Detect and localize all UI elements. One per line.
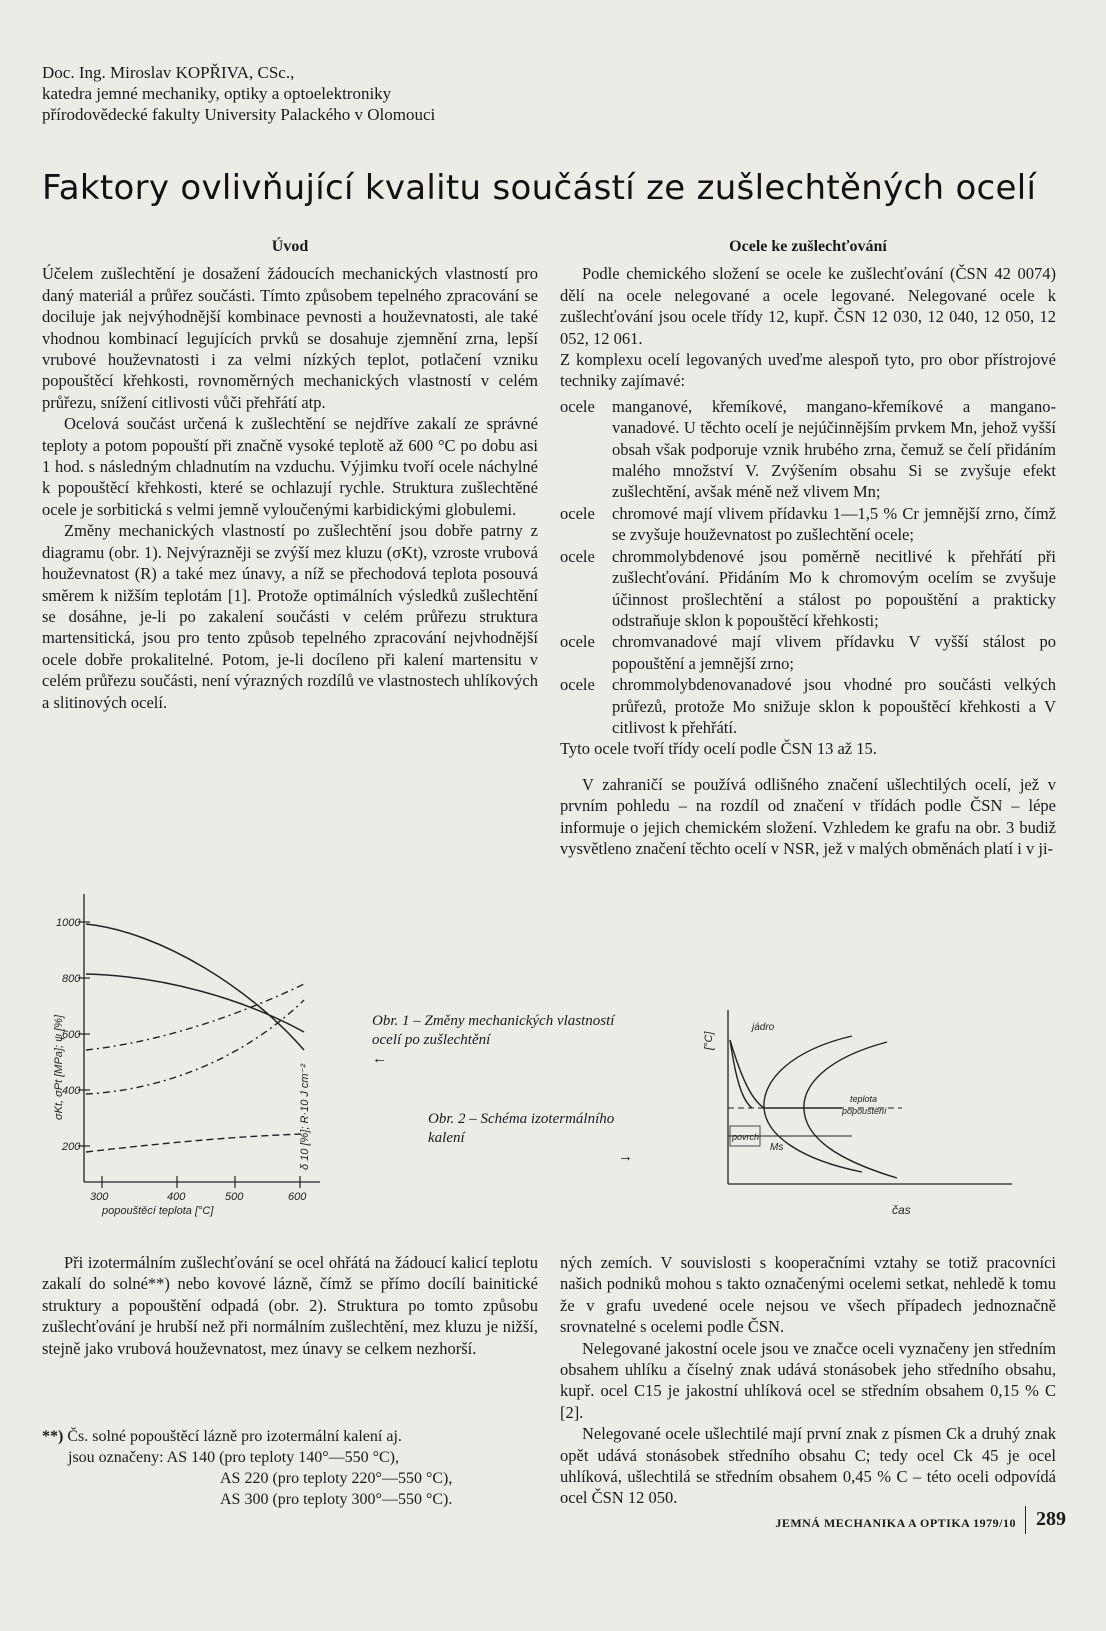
- author-faculty: přírodovědecké fakulty University Palackého v Olomouci: [42, 105, 436, 124]
- paragraph: Podle chemického složení se ocele ke zušlechťování (ČSN 42 0074) dělí na ocele nelegované a ocele legované. Nelegované ocele k zušlechťování jsou ocele třídy 12, kupř. ČSN 12 030, 12 040, 12 050, 12 052, 12 061.: [560, 264, 1056, 348]
- article-title: Faktory ovlivňující kvalitu součástí ze zušlechtěných ocelí: [42, 168, 1037, 208]
- paragraph: Tyto ocele tvoří třídy ocelí podle ČSN 13 až 15.: [560, 739, 877, 759]
- x-axis-label: čas: [892, 1203, 911, 1217]
- footnote: **) Čs. solné popouštěcí lázně pro izotermální kalení aj. jsou označeny: AS 140 (pro teploty 140°—550 °C), AS 220 (pro teploty 220°—550 °C), AS 300 (pro teploty 300°—550 °C).: [42, 1428, 453, 1508]
- label-surface: povrch: [732, 1132, 760, 1142]
- paragraph: Změny mechanických vlastností po zušlechtění jsou dobře patrny z diagramu (obr. 1). Nejvýrazněji se zvýší mez kluzu (σKt), vzroste vrubová houževnatost (R) a také mez únavy, a níž se přechodová teplota posouvá směrem k nižším teplotám [1]. Protože optimálních výsledků zušlechtění se dosáhne, je-li po zakalení součásti v celém průřezu struktura martensitická, jsou pro tento způsob tepelného zpracování nejvhodnější ocele dobře prokalitelné. Potom, je-li docíleno při kalení martensitu v celém průřezu součásti, není výrazných rozdílů ve vlastnostech uhlíkových a slitinových ocelí.: [42, 521, 538, 712]
- bottom-left-column: [42, 1252, 538, 1359]
- list-item: ocele manganové, křemíkové, mangano-křemíkové a mangano-vanadové. U těchto ocelí je nejúčinnějším prvkem Mn, jehož vyšší obsah však podporuje vznik hrubého zrna, čemuž se čelí přidáním malého množství V. Zvýšením obsahu Si se zvyšuje efekt zušlechtění, avšak méně než vlivem Mn;: [560, 396, 1056, 502]
- y-tick: 1000: [56, 917, 81, 929]
- y-axis-label-right: δ 10 [%]; R·10 J cm⁻²: [299, 1063, 311, 1170]
- author-dept: katedra jemné mechaniky, optiky a optoelektroniky: [42, 84, 392, 103]
- y-tick: 400: [62, 1085, 81, 1097]
- list-item: ocele chromvanadové mají vlivem přídavku V vyšší stálost po popouštění a jemnější zrno;: [560, 632, 1056, 673]
- paragraph: Účelem zušlechtění je dosažení žádoucích mechanických vlastností pro daný materiál a průřez součásti. Tímto způsobem tepelného zpracování se dociluje jak nejvýhodnější kombinace pevnosti a houževnatosti, ale také vhodnou kombinací legujících prvků se dosahuje zjemnění zrna, lepší vrubové houževnatosti i za velmi nízkých teplot, potlačení vzniku popouštěcí křehkosti, rovnoměrných mechanických vlastností v celém průřezu, snížení citlivosti vůči přehřátí atp.: [42, 264, 538, 412]
- figure-1-diagram: [42, 880, 342, 1220]
- arrow-left-icon: ←: [372, 1051, 387, 1067]
- left-column: [42, 236, 538, 713]
- paragraph: Nelegované jakostní ocele jsou ve značce oceli vyznačeny jen středním obsahem uhlíku a číselný znak udává stonásobek jeho středního obsahu, kupř. ocel C15 je jakostní uhlíková ocel se středním obsahem 0,15 % C [2].: [560, 1338, 1056, 1422]
- author-block: [42, 62, 435, 125]
- y-axis-label: [°C]: [703, 1031, 715, 1050]
- section-heading-steels: Ocele ke zušlechťování: [729, 238, 887, 255]
- list-item: ocele chrommolybdenovanadové jsou vhodné pro součásti velkých průřezů, protože Mo snižuje sklon k popouštěcí křehkosti a V citlivost k přehřátí.: [560, 675, 1056, 737]
- journal-footer: JEMNÁ MECHANIKA A OPTIKA 1979/10: [775, 1516, 1016, 1530]
- label-temperature: teplota: [850, 1094, 878, 1104]
- y-axis-label-left: σKt, σPt [MPa]; ψ [%]: [53, 1014, 65, 1120]
- author-name: Doc. Ing. Miroslav KOPŘIVA, CSc.,: [42, 63, 295, 82]
- y-tick: 600: [62, 1029, 81, 1041]
- label-core: jádro: [752, 1022, 775, 1033]
- bottom-right-column: [560, 1252, 1056, 1509]
- arrow-right-icon: →: [618, 1149, 633, 1165]
- section-heading-intro: Úvod: [271, 238, 309, 255]
- right-column: [560, 236, 1056, 859]
- y-tick: 200: [62, 1141, 81, 1153]
- figure-1-caption: Obr. 1 – Změny mechanických vlastností ocelí po zušlechtění ←: [372, 1013, 615, 1067]
- paragraph: ných zemích. V souvislosti s kooperačními vztahy se totiž pracovníci našich podniků mohou s takto označenými ocelemi setkat, nehledě k tomu že v grafu uvedené ocele nejsou ve všech případech jednoznačně srovnatelné s ocelemi podle ČSN.: [560, 1253, 1056, 1337]
- curve-impact: [86, 1000, 304, 1094]
- curve-core: [730, 1040, 842, 1108]
- x-tick: 300: [90, 1191, 109, 1203]
- label-temperature: popouštění: [842, 1106, 887, 1116]
- curve-yield: [86, 974, 304, 1032]
- footnote-mark: **): [42, 1428, 64, 1445]
- curve-elongation: [86, 1134, 304, 1152]
- footer-divider: [1025, 1506, 1026, 1534]
- paragraph: Nelegované ocele ušlechtilé mají první znak z písmen Ck a druhý znak opět udává stonásobek středního obsahu C; tedy ocel Ck 45 je ocel uhlíková, ušlechtilá se středním obsahem 0,45 % C – této oceli odpovídá ocel ČSN 12 050.: [560, 1424, 1056, 1508]
- y-tick: 800: [62, 973, 81, 985]
- x-axis-label: popouštěcí teplota [°C]: [102, 1205, 214, 1217]
- paragraph: V zahraničí se používá odlišného značení ušlechtilých ocelí, jež v prvním pohledu – na rozdíl od značení v třídách podle ČSN – lépe informuje o jejich chemickém složení. Vzhledem ke grafu na obr. 3 budiž vysvětleno značení těchto ocelí v NSR, jež v malých obměnách platí i v ji-: [560, 774, 1056, 858]
- page-number: 289: [1036, 1508, 1066, 1530]
- paragraph: Při izotermálním zušlechťování se ocel ohřátá na žádoucí kalicí teplotu zakalí do solné**) nebo kovové lázně, čímž se přímo docílí bainitické struktury a popouštění odpadá (obr. 2). Struktura po tomto způsobu zušlechťování je hrubší než při normálním zušlechtění, mez kluzu je nižší, stejně jako vrubová houževnatost, mez únavy se celkem nezhorší.: [42, 1253, 538, 1358]
- figure-2-diagram: [692, 1000, 1032, 1230]
- list-item: ocele chromové mají vlivem přídavku 1—1,5 % Cr jemnější zrno, čímž se zvyšuje houževnatost po zušlechtění ocele;: [560, 503, 1056, 545]
- list-item: ocele chrommolybdenové jsou poměrně necitlivé k přehřátí při zušlechťování. Přidáním Mo k chromovým ocelím se zvyšuje účinnost prošlechtění a stálost po popouštění a prakticky odstraňuje sklon k popouštěcí křehkosti;: [560, 546, 1056, 630]
- curve-tensile: [86, 924, 304, 1050]
- paragraph: Z komplexu ocelí legovaných uveďme alespoň tyto, pro obor přístrojové techniky zajímavé:: [560, 350, 1056, 391]
- x-tick: 500: [225, 1191, 244, 1203]
- x-tick: 600: [288, 1191, 307, 1203]
- x-tick: 400: [167, 1191, 186, 1203]
- figure-2-caption: Obr. 2 – Schéma izotermálního kalení →: [428, 1111, 633, 1165]
- paragraph: Ocelová součást určená k zušlechtění se nejdříve zakalí ze správné teploty a potom popouští při značně vysoké teplotě až 600 °C po dobu asi 1 hod. s následným chladnutím na vzduchu. Výjimku tvoří ocele náchylné k popouštěcí křehkosti, které se ochlazují rychle. Struktura zušlechtěné ocele je sorbitická s velmi jemně vyloučenými karbidickými globulemi.: [42, 414, 538, 519]
- label-ms: Ms: [770, 1142, 784, 1153]
- steel-list: [560, 396, 1056, 739]
